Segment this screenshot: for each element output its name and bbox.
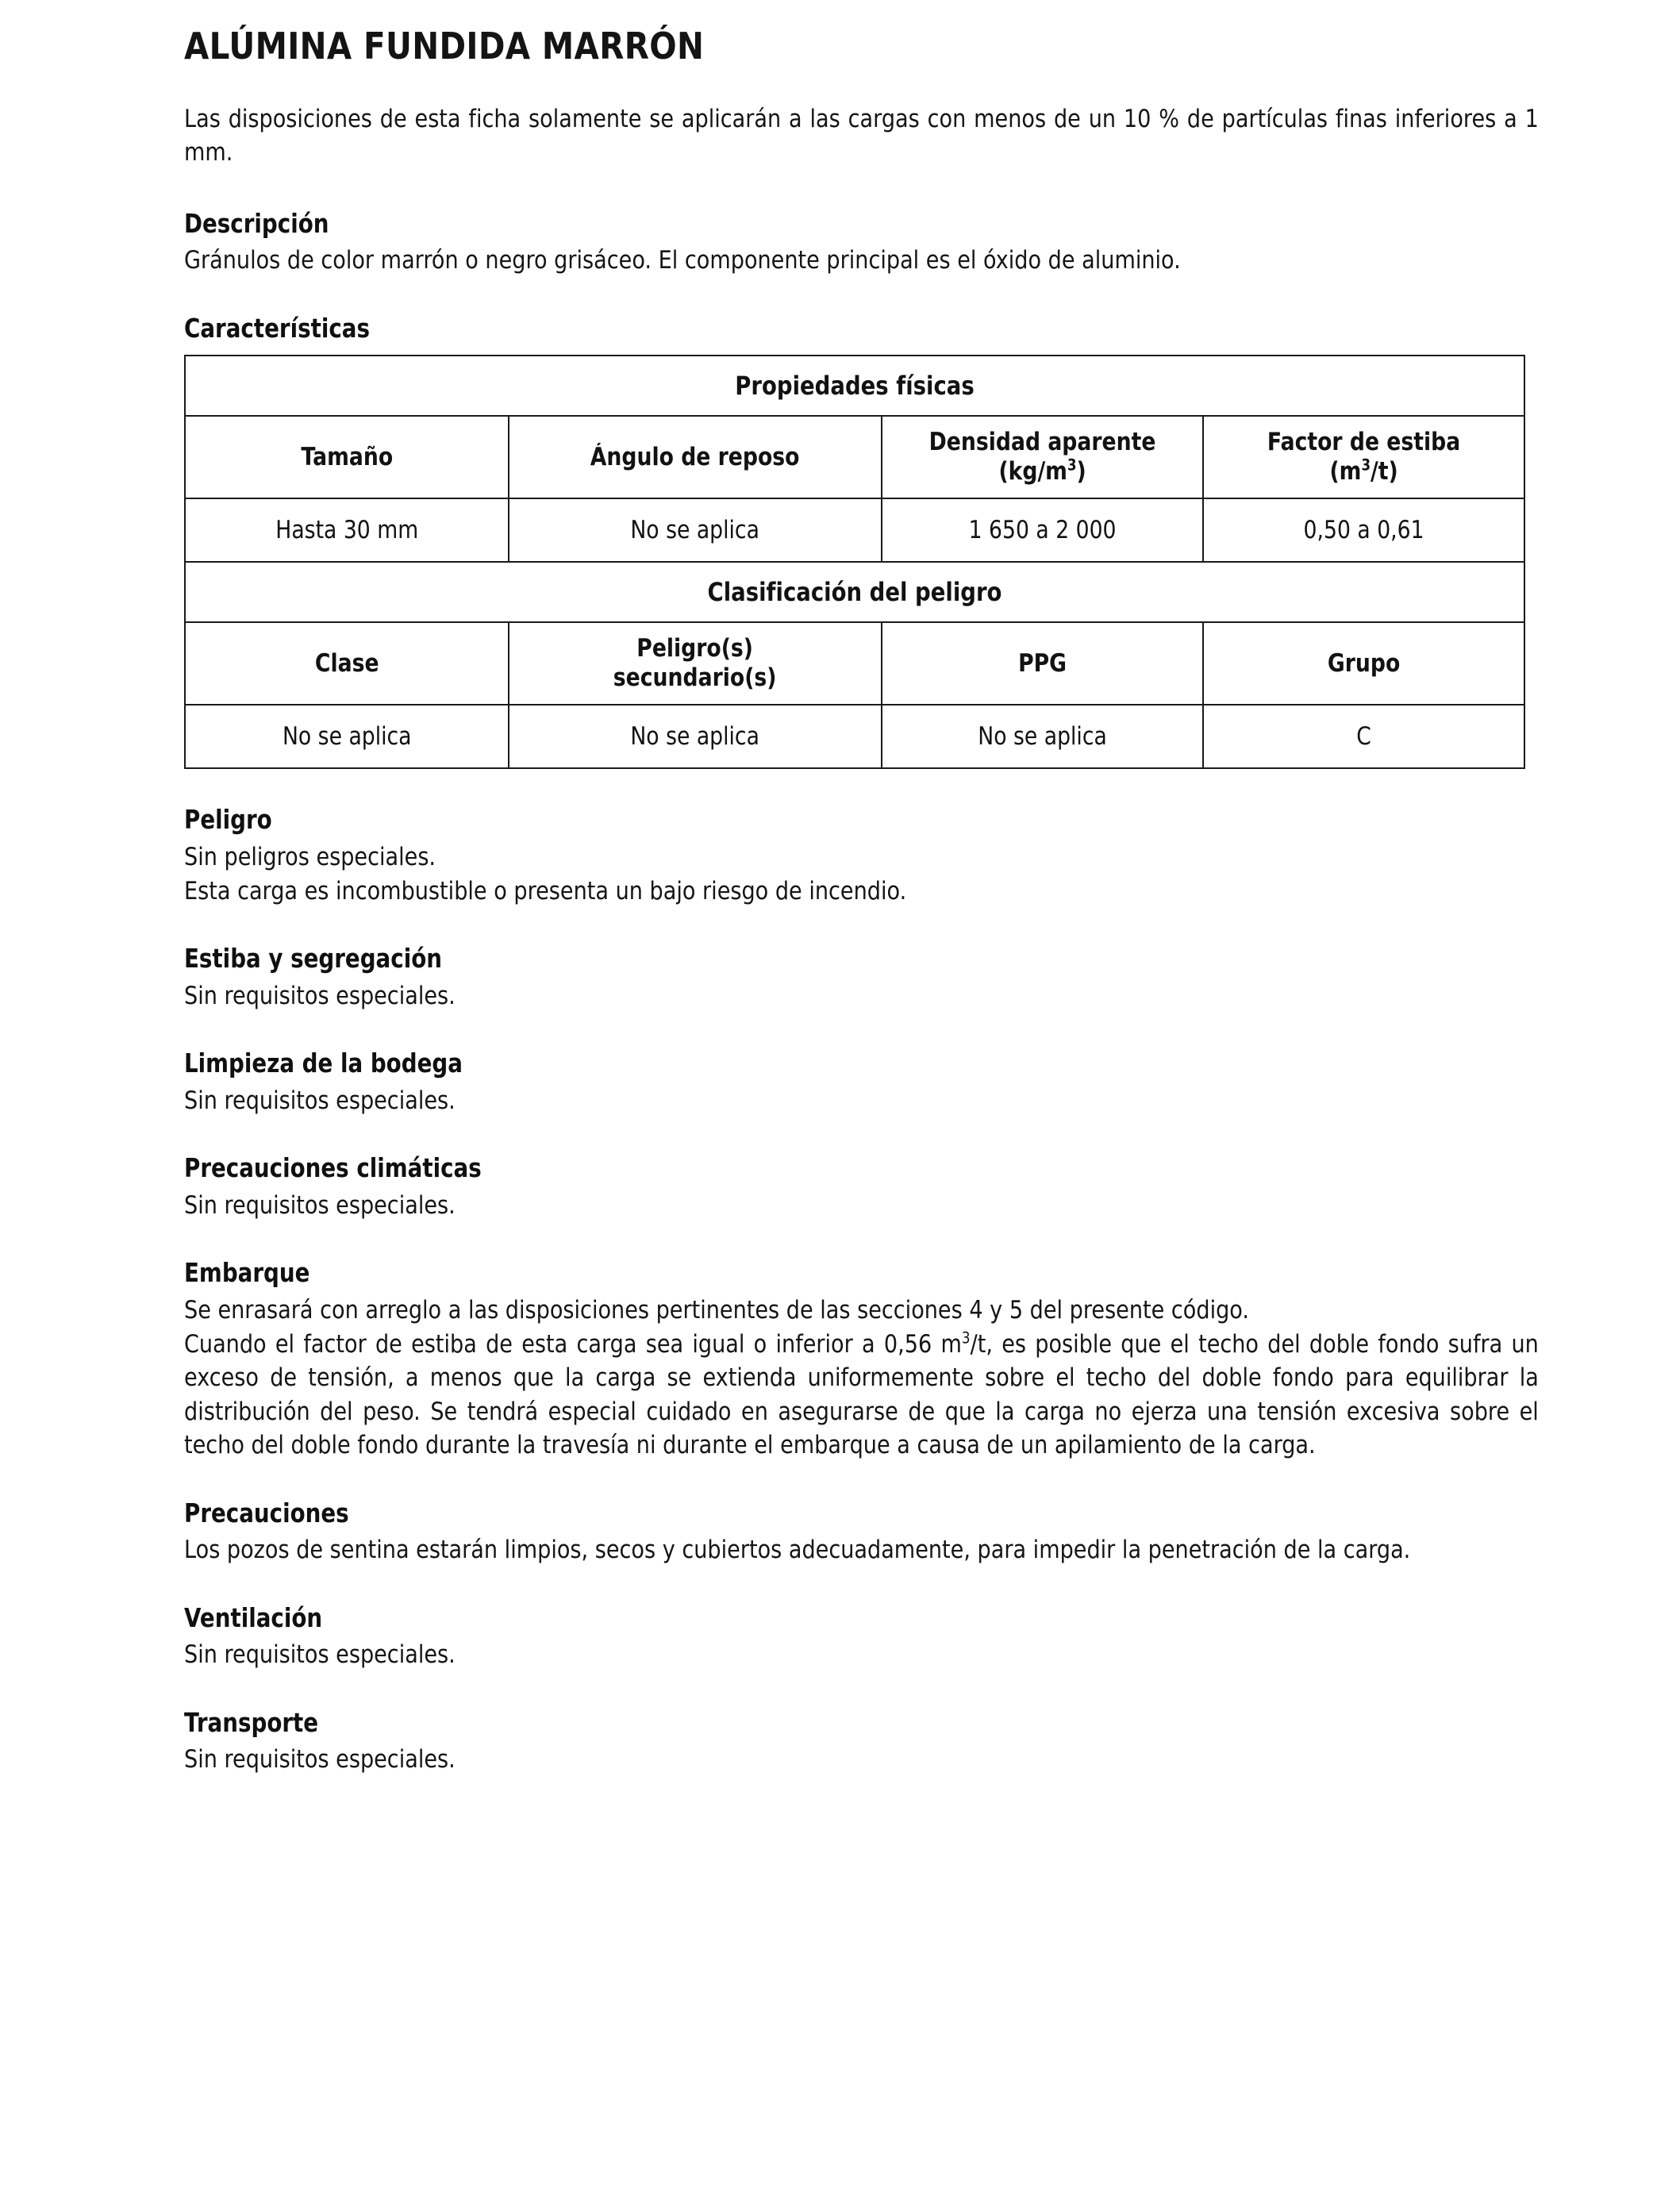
table-cell-stowage-value: 0,50 a 0,61 xyxy=(1203,498,1524,562)
heading-transporte: Transporte xyxy=(184,1706,319,1738)
table-row-hazard-span xyxy=(185,562,1524,622)
text-limpieza-bodega: Sin requisitos especiales. xyxy=(184,1086,456,1115)
intro-paragraph: Las disposiciones de esta ficha solamente se aplicarán a las cargas con menos de un 10 % de partículas finas inferiores a 1 mm. xyxy=(184,104,1539,167)
table-header-group: Grupo xyxy=(1203,622,1524,705)
table-row-hazard-headers xyxy=(185,622,1524,705)
heading-embarque: Embarque xyxy=(184,1257,310,1289)
table-header-stowage-factor: Factor de estiba $(m^3/t)$ xyxy=(1203,416,1524,498)
text-estiba-segregacion: Sin requisitos especiales. xyxy=(184,981,456,1010)
text-precauciones: Los pozos de sentina estarán limpios, secos y cubiertos adecuadamente, para impedir la penetración de la carga. xyxy=(184,1536,1411,1565)
text-peligro-line2: Esta carga es incombustible o presenta un bajo riesgo de incendio. xyxy=(184,876,907,905)
heading-precauciones-climaticas: Precauciones climáticas xyxy=(184,1152,482,1184)
heading-ventilacion: Ventilación xyxy=(184,1601,323,1633)
table-header-size: Tamaño xyxy=(185,416,509,498)
text-transporte: Sin requisitos especiales. xyxy=(184,1745,456,1774)
table-row-physical-headers xyxy=(185,416,1524,498)
text-embarque-line1: Se enrasará con arreglo a las disposiciones pertinentes de las secciones 4 y 5 del presente código. xyxy=(184,1296,1250,1325)
table-header-subsidiary-hazards: Peligro(s) secundario(s) xyxy=(509,622,881,705)
table-header-bulk-density: Densidad aparente $(kg/m^3)$ xyxy=(882,416,1203,498)
heading-precauciones: Precauciones xyxy=(184,1497,349,1528)
heading-peligro: Peligro xyxy=(184,804,272,836)
table-row-physical-span xyxy=(185,356,1524,416)
heading-limpieza-bodega: Limpieza de la bodega xyxy=(184,1048,463,1079)
table-cell-class-value: No se aplica xyxy=(185,705,509,768)
density-unit-exponent: 3 xyxy=(1067,456,1077,475)
text-precauciones-climaticas: Sin requisitos especiales. xyxy=(184,1190,456,1220)
table-cell-angle-value: No se aplica xyxy=(509,498,881,562)
document-content xyxy=(184,27,1540,1777)
table-header-class: Clase xyxy=(185,622,509,705)
table-cell-density-value: 1 650 a 2 000 xyxy=(882,498,1203,562)
page-title: ALÚMINA FUNDIDA MARRÓN xyxy=(184,25,705,67)
embarque-text-pre: Cuando el factor de estiba de esta carga sea igual o inferior a 0,56 m xyxy=(184,1329,962,1359)
table-header-angle-of-repose: Ángulo de reposo xyxy=(509,416,881,498)
text-peligro-line1: Sin peligros especiales. xyxy=(184,843,436,872)
text-ventilacion: Sin requisitos especiales. xyxy=(184,1640,456,1670)
embarque-text-post: /t, es posible que el techo del doble fondo sufra un exceso de tensión, a menos que la carga se extienda uniformemente sobre el techo del doble fondo para equilibrar la distribución del peso. Se tendrá especial cuidado en asegurarse de que la carga no ejerza una tensión excesiva sobre el techo del doble fondo durante la travesía ni durante el embarque a causa de un apilamiento de la carga. xyxy=(184,1329,1539,1460)
stowage-unit-post: /t) xyxy=(1370,457,1398,486)
table-cell-ppg-value: No se aplica xyxy=(882,705,1203,768)
embarque-exponent: 3 xyxy=(961,1328,971,1348)
heading-caracteristicas: Características xyxy=(184,312,370,344)
table-cell-size-value: Hasta 30 mm xyxy=(185,498,509,562)
stowage-unit-pre: (m xyxy=(1329,457,1362,486)
text-embarque-line2 xyxy=(184,1328,1539,1463)
density-unit-pre: (kg/m xyxy=(998,457,1067,486)
table-row-hazard-values xyxy=(185,705,1524,768)
table-span-header-hazard: Clasificación del peligro xyxy=(185,562,1524,622)
characteristics-table xyxy=(184,355,1525,769)
text-descripcion: Gránulos de color marrón o negro grisáceo. El componente principal es el óxido de aluminio. xyxy=(184,246,1181,275)
table-row-physical-values xyxy=(185,498,1524,562)
table-cell-subsidiary-value: No se aplica xyxy=(509,705,881,768)
density-unit-post: ) xyxy=(1076,457,1086,486)
heading-descripcion: Descripción xyxy=(184,207,329,239)
heading-estiba-segregacion: Estiba y segregación xyxy=(184,943,442,975)
stowage-unit-exponent: 3 xyxy=(1361,456,1371,475)
table-span-header-physical: Propiedades físicas xyxy=(185,356,1524,416)
table-header-ppg: PPG xyxy=(882,622,1203,705)
table-cell-group-value: C xyxy=(1203,705,1524,768)
